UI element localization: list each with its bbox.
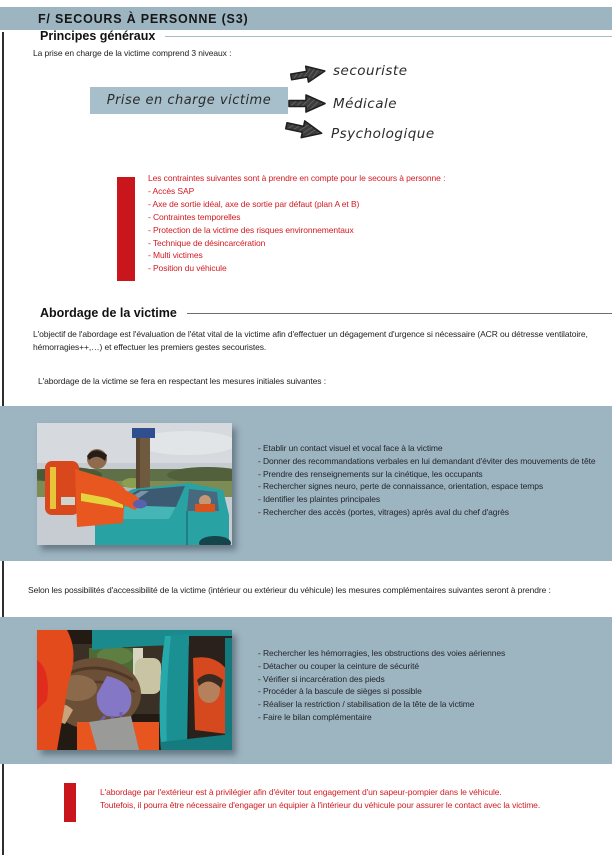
measure-item: - Etablir un contact visuel et vocal face à la victime [258, 443, 443, 453]
constraint-item: - Technique de désincarcération [148, 237, 266, 248]
prise-en-charge-box [90, 87, 288, 114]
prise-en-charge-label: Prise en charge victime [106, 93, 272, 108]
measure-item: - Vérifier si incarcération des pieds [258, 673, 385, 684]
complementary-intro: Selon les possibilités d'accessibilité de la victime (intérieur ou extérieur du véhicule) les mesures complémentaires suivantes seront à prendre : [28, 585, 551, 595]
measure-item: - Rechercher signes neuro, perte de connaissance, orientation, espace temps [258, 481, 543, 492]
complementary-measures-list [258, 647, 505, 724]
level-secouriste: secouriste [333, 63, 408, 79]
constraint-item: - Axe de sortie idéal, axe de sortie par défaut (plan A et B) [148, 198, 360, 209]
constraints-list [148, 172, 445, 275]
principes-heading-row [40, 29, 612, 43]
measure-item: - Donner des recommandations verbales en lui demandant d'éviter des mouvements de tête [258, 455, 596, 466]
measure-item: - Réaliser la restriction / stabilisation de la tête de la victime [258, 699, 475, 710]
sketch-arrow-icon [282, 114, 326, 145]
constraints-intro: Les contraintes suivantes sont à prendre en compte pour le secours à personne : [148, 173, 446, 183]
measure-item: - Prendre des renseignements sur la cinétique, les occupants [258, 468, 483, 479]
sketch-arrow-icon [287, 92, 327, 115]
measure-item: - Identifier les plaintes principales [258, 494, 380, 505]
abordage-heading-row [40, 306, 612, 320]
complementary-measures-band [0, 617, 612, 764]
initial-measures-list [258, 442, 595, 519]
principes-heading: Principes généraux [40, 29, 156, 43]
initial-measures-band [0, 406, 612, 561]
constraint-item: - Position du véhicule [148, 263, 227, 274]
measure-item: - Faire le bilan complémentaire [258, 711, 372, 722]
initial-measures-intro: L'abordage de la victime se fera en respectant les mesures initiales suivantes : [38, 376, 326, 386]
section-header-band [0, 7, 612, 30]
measure-item: - Procéder à la bascule de sièges si possible [258, 686, 422, 697]
head-stabilization-photo [37, 630, 232, 750]
level-psychologique: Psychologique [331, 126, 435, 142]
constraint-item: - Contraintes temporelles [148, 211, 241, 222]
sketch-arrow-icon [287, 60, 328, 88]
constraint-item: - Multi victimes [148, 250, 203, 261]
measure-item: - Détacher ou couper la ceinture de sécurité [258, 660, 419, 671]
level-medicale: Médicale [333, 96, 398, 112]
red-accent-bar [117, 177, 135, 281]
abordage-heading: Abordage de la victime [40, 306, 177, 320]
measure-item: - Rechercher des accès (portes, vitrages) après aval du chef d'agrès [258, 506, 509, 517]
warning-text: L'abordage par l'extérieur est à privilégier afin d'éviter tout engagement d'un sapeur-pompier dans le véhicule. Toutefois, il pourra être nécessaire d'engager un équipier à l'intérieur du véhicule pour assurer le contact avec la victime. [100, 787, 541, 810]
red-accent-bar [64, 783, 76, 822]
constraint-item: - Accès SAP [148, 185, 195, 196]
exterior-approach-photo [37, 423, 232, 545]
page-title: F/ SECOURS À PERSONNE (S3) [38, 11, 249, 26]
heading-rule [165, 36, 612, 37]
abordage-objective: L'objectif de l'abordage est l'évaluation de l'état vital de la victime afin d'effectuer un dégagement d'urgence si nécessaire (ACR ou détresse ventilatoire, hémorragies++,…) et effectuer les premiers gestes secouristes. [33, 329, 588, 352]
constraint-item: - Protection de la victime des risques environnementaux [148, 224, 354, 235]
heading-rule [187, 313, 612, 314]
principes-intro: La prise en charge de la victime comprend 3 niveaux : [33, 48, 232, 58]
measure-item: - Rechercher les hémorragies, les obstructions des voies aériennes [258, 648, 506, 658]
